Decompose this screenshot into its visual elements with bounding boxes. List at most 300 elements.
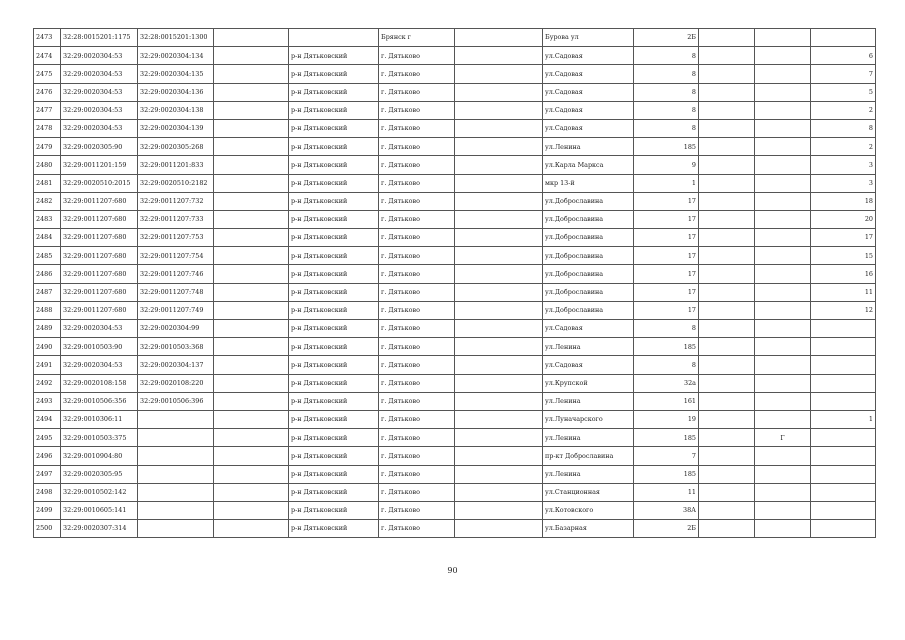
cell-area <box>455 156 543 174</box>
cell-structure <box>755 138 811 156</box>
cell-building <box>699 265 755 283</box>
cell-apartment: 5 <box>811 83 876 101</box>
cell-house-number: 8 <box>634 65 699 83</box>
cell-region <box>214 156 289 174</box>
cell-area <box>455 429 543 447</box>
cell-building <box>699 301 755 319</box>
cell-building <box>699 283 755 301</box>
cell-structure <box>755 29 811 47</box>
cell-parcel-number: 32:29:0010503:90 <box>61 338 138 356</box>
cell-apartment: 20 <box>811 210 876 228</box>
cell-object-number <box>138 520 214 538</box>
cell-district: р-н Дятьковский <box>289 83 379 101</box>
cell-row-number: 2474 <box>34 47 61 65</box>
cell-locality: г. Дятьково <box>379 320 455 338</box>
cell-area <box>455 392 543 410</box>
cell-object-number <box>138 465 214 483</box>
cell-row-number: 2473 <box>34 29 61 47</box>
cell-apartment <box>811 447 876 465</box>
cell-parcel-number: 32:29:0020305:90 <box>61 138 138 156</box>
cell-area <box>455 119 543 137</box>
cell-house-number: 38А <box>634 501 699 519</box>
cell-street: ул.Садовая <box>543 320 634 338</box>
cell-locality: Брянск г <box>379 29 455 47</box>
cell-row-number: 2495 <box>34 429 61 447</box>
cell-area <box>455 320 543 338</box>
cell-structure <box>755 210 811 228</box>
cell-row-number: 2497 <box>34 465 61 483</box>
cell-row-number: 2484 <box>34 229 61 247</box>
cell-house-number: 11 <box>634 483 699 501</box>
table-row <box>34 483 876 501</box>
cell-area <box>455 101 543 119</box>
cell-area <box>455 192 543 210</box>
cell-parcel-number: 32:29:0010503:375 <box>61 429 138 447</box>
cell-region <box>214 410 289 428</box>
table-row <box>34 156 876 174</box>
cell-area <box>455 247 543 265</box>
cell-row-number: 2496 <box>34 447 61 465</box>
table-row <box>34 320 876 338</box>
cell-house-number: 17 <box>634 210 699 228</box>
cell-object-number <box>138 501 214 519</box>
cell-parcel-number: 32:29:0020304:53 <box>61 356 138 374</box>
cell-building <box>699 210 755 228</box>
cell-locality: г. Дятьково <box>379 283 455 301</box>
table-row <box>34 119 876 137</box>
cell-object-number: 32:29:0011207:753 <box>138 229 214 247</box>
cell-object-number <box>138 483 214 501</box>
cell-object-number: 32:29:0020305:268 <box>138 138 214 156</box>
cell-building <box>699 138 755 156</box>
cell-apartment: 3 <box>811 174 876 192</box>
cell-apartment <box>811 29 876 47</box>
cell-street: ул.Доброславина <box>543 192 634 210</box>
cell-structure <box>755 465 811 483</box>
cell-structure <box>755 47 811 65</box>
cell-district: р-н Дятьковский <box>289 301 379 319</box>
cell-structure <box>755 192 811 210</box>
cell-street: ул.Садовая <box>543 101 634 119</box>
cell-street: ул.Крупской <box>543 374 634 392</box>
cell-object-number: 32:29:0011207:748 <box>138 283 214 301</box>
cell-district: р-н Дятьковский <box>289 392 379 410</box>
cell-house-number: 185 <box>634 338 699 356</box>
cell-building <box>699 501 755 519</box>
table-row <box>34 465 876 483</box>
table-row <box>34 501 876 519</box>
cell-area <box>455 520 543 538</box>
cell-row-number: 2494 <box>34 410 61 428</box>
table-row <box>34 410 876 428</box>
cell-street: Бурова ул <box>543 29 634 47</box>
cell-street: мкр 13-й <box>543 174 634 192</box>
cell-row-number: 2479 <box>34 138 61 156</box>
cell-apartment: 2 <box>811 138 876 156</box>
cell-object-number: 32:29:0020304:136 <box>138 83 214 101</box>
cell-parcel-number: 32:29:0010306:11 <box>61 410 138 428</box>
cell-apartment <box>811 501 876 519</box>
cell-street: ул.Доброславина <box>543 301 634 319</box>
cell-apartment: 11 <box>811 283 876 301</box>
cell-locality: г. Дятьково <box>379 465 455 483</box>
cell-street: ул.Доброславина <box>543 229 634 247</box>
cell-row-number: 2498 <box>34 483 61 501</box>
cell-area <box>455 301 543 319</box>
cell-locality: г. Дятьково <box>379 301 455 319</box>
cell-parcel-number: 32:29:0020108:158 <box>61 374 138 392</box>
cell-building <box>699 65 755 83</box>
cell-parcel-number: 32:29:0020304:53 <box>61 320 138 338</box>
cell-region <box>214 374 289 392</box>
cell-region <box>214 29 289 47</box>
cell-district: р-н Дятьковский <box>289 483 379 501</box>
cell-street: ул.Котовского <box>543 501 634 519</box>
cell-area <box>455 465 543 483</box>
cell-street: ул.Доброславина <box>543 210 634 228</box>
cell-house-number: 2Б <box>634 520 699 538</box>
cell-parcel-number: 32:29:0011207:680 <box>61 210 138 228</box>
cell-region <box>214 210 289 228</box>
cell-street: ул.Карла Маркса <box>543 156 634 174</box>
cell-house-number: 8 <box>634 101 699 119</box>
cell-building <box>699 483 755 501</box>
cell-street: ул.Станционная <box>543 483 634 501</box>
cell-row-number: 2478 <box>34 119 61 137</box>
cell-apartment: 18 <box>811 192 876 210</box>
cell-apartment <box>811 374 876 392</box>
cell-district: р-н Дятьковский <box>289 174 379 192</box>
cell-building <box>699 47 755 65</box>
cell-row-number: 2493 <box>34 392 61 410</box>
cell-district: р-н Дятьковский <box>289 465 379 483</box>
cell-row-number: 2488 <box>34 301 61 319</box>
cell-building <box>699 247 755 265</box>
cell-structure <box>755 320 811 338</box>
cell-region <box>214 47 289 65</box>
cell-house-number: 19 <box>634 410 699 428</box>
cell-locality: г. Дятьково <box>379 429 455 447</box>
cell-region <box>214 356 289 374</box>
cell-street: ул.Доброславина <box>543 265 634 283</box>
cell-structure <box>755 356 811 374</box>
cell-district: р-н Дятьковский <box>289 65 379 83</box>
cell-locality: г. Дятьково <box>379 374 455 392</box>
table-row <box>34 192 876 210</box>
cell-locality: г. Дятьково <box>379 192 455 210</box>
cell-area <box>455 29 543 47</box>
cell-object-number: 32:29:0020510:2182 <box>138 174 214 192</box>
cell-locality: г. Дятьково <box>379 247 455 265</box>
cell-district: р-н Дятьковский <box>289 156 379 174</box>
cell-row-number: 2490 <box>34 338 61 356</box>
cell-region <box>214 229 289 247</box>
table-row <box>34 374 876 392</box>
cell-object-number: 32:29:0020304:137 <box>138 356 214 374</box>
cell-locality: г. Дятьково <box>379 447 455 465</box>
table-row <box>34 429 876 447</box>
cell-apartment: 16 <box>811 265 876 283</box>
cell-district: р-н Дятьковский <box>289 283 379 301</box>
cell-building <box>699 520 755 538</box>
cell-street: ул.Ленина <box>543 392 634 410</box>
cell-street: ул.Садовая <box>543 83 634 101</box>
cell-apartment: 2 <box>811 101 876 119</box>
cell-area <box>455 138 543 156</box>
cell-object-number <box>138 410 214 428</box>
cell-region <box>214 301 289 319</box>
cell-region <box>214 501 289 519</box>
cell-district: р-н Дятьковский <box>289 101 379 119</box>
cell-structure <box>755 156 811 174</box>
cell-street: пр-кт Доброславина <box>543 447 634 465</box>
cell-region <box>214 283 289 301</box>
cell-region <box>214 65 289 83</box>
table-row <box>34 283 876 301</box>
cell-locality: г. Дятьково <box>379 338 455 356</box>
cell-district: р-н Дятьковский <box>289 47 379 65</box>
table-row <box>34 265 876 283</box>
cell-structure <box>755 174 811 192</box>
cell-parcel-number: 32:29:0011207:680 <box>61 247 138 265</box>
cell-locality: г. Дятьково <box>379 483 455 501</box>
cell-street: ул.Садовая <box>543 65 634 83</box>
cell-locality: г. Дятьково <box>379 210 455 228</box>
cell-structure <box>755 483 811 501</box>
cell-apartment: 8 <box>811 119 876 137</box>
cell-locality: г. Дятьково <box>379 83 455 101</box>
cell-structure <box>755 229 811 247</box>
cell-parcel-number: 32:29:0011207:680 <box>61 229 138 247</box>
cell-district: р-н Дятьковский <box>289 356 379 374</box>
cell-parcel-number: 32:29:0020304:53 <box>61 119 138 137</box>
cell-street: ул.Садовая <box>543 119 634 137</box>
cell-street: ул.Доброславина <box>543 247 634 265</box>
cell-house-number: 17 <box>634 192 699 210</box>
cell-building <box>699 174 755 192</box>
table-row <box>34 356 876 374</box>
cell-house-number: 8 <box>634 356 699 374</box>
cell-locality: г. Дятьково <box>379 101 455 119</box>
table-row <box>34 83 876 101</box>
cell-row-number: 2485 <box>34 247 61 265</box>
cell-area <box>455 229 543 247</box>
cell-row-number: 2476 <box>34 83 61 101</box>
cell-building <box>699 447 755 465</box>
cell-building <box>699 392 755 410</box>
cell-district: р-н Дятьковский <box>289 247 379 265</box>
cell-object-number <box>138 429 214 447</box>
cell-locality: г. Дятьково <box>379 156 455 174</box>
table-row <box>34 447 876 465</box>
cell-apartment: 15 <box>811 247 876 265</box>
cell-structure <box>755 301 811 319</box>
cell-area <box>455 501 543 519</box>
cell-object-number: 32:29:0011207:754 <box>138 247 214 265</box>
cell-parcel-number: 32:29:0020304:53 <box>61 65 138 83</box>
cell-object-number: 32:29:0020108:220 <box>138 374 214 392</box>
cell-apartment: 17 <box>811 229 876 247</box>
cell-region <box>214 429 289 447</box>
cell-building <box>699 320 755 338</box>
cell-parcel-number: 32:29:0020304:53 <box>61 83 138 101</box>
cell-area <box>455 483 543 501</box>
cell-row-number: 2499 <box>34 501 61 519</box>
cell-row-number: 2492 <box>34 374 61 392</box>
cell-area <box>455 283 543 301</box>
table-row <box>34 338 876 356</box>
cell-structure <box>755 247 811 265</box>
cell-district: р-н Дятьковский <box>289 119 379 137</box>
cell-house-number: 7 <box>634 447 699 465</box>
cell-district: р-н Дятьковский <box>289 410 379 428</box>
cell-region <box>214 101 289 119</box>
cell-locality: г. Дятьково <box>379 47 455 65</box>
cell-object-number: 32:29:0011207:732 <box>138 192 214 210</box>
cell-house-number: 2Б <box>634 29 699 47</box>
table-row <box>34 392 876 410</box>
cell-parcel-number: 32:29:0011207:680 <box>61 283 138 301</box>
cell-house-number: 17 <box>634 265 699 283</box>
cell-object-number: 32:29:0011207:733 <box>138 210 214 228</box>
cell-house-number: 8 <box>634 83 699 101</box>
cell-locality: г. Дятьково <box>379 410 455 428</box>
cell-region <box>214 465 289 483</box>
cell-building <box>699 83 755 101</box>
cell-region <box>214 192 289 210</box>
cell-apartment <box>811 356 876 374</box>
cell-area <box>455 338 543 356</box>
cell-row-number: 2483 <box>34 210 61 228</box>
cell-region <box>214 392 289 410</box>
cell-structure <box>755 447 811 465</box>
cell-apartment: 7 <box>811 65 876 83</box>
table-row <box>34 210 876 228</box>
cell-parcel-number: 32:29:0020304:53 <box>61 47 138 65</box>
cell-building <box>699 192 755 210</box>
cell-building <box>699 356 755 374</box>
table-row <box>34 101 876 119</box>
cell-district: р-н Дятьковский <box>289 229 379 247</box>
cell-region <box>214 520 289 538</box>
cell-area <box>455 374 543 392</box>
cell-object-number: 32:28:0015201:1300 <box>138 29 214 47</box>
cell-structure <box>755 501 811 519</box>
cell-building <box>699 119 755 137</box>
cell-street: ул.Ленина <box>543 338 634 356</box>
cell-locality: г. Дятьково <box>379 65 455 83</box>
cell-street: ул.Базарная <box>543 520 634 538</box>
cell-house-number: 9 <box>634 156 699 174</box>
cell-row-number: 2481 <box>34 174 61 192</box>
table-row <box>34 229 876 247</box>
table-row <box>34 520 876 538</box>
cell-structure <box>755 374 811 392</box>
cell-region <box>214 447 289 465</box>
cell-apartment: 1 <box>811 410 876 428</box>
cell-area <box>455 447 543 465</box>
cell-district: р-н Дятьковский <box>289 192 379 210</box>
cell-locality: г. Дятьково <box>379 119 455 137</box>
cell-house-number: 17 <box>634 301 699 319</box>
cell-area <box>455 174 543 192</box>
cell-row-number: 2480 <box>34 156 61 174</box>
cell-street: ул.Луначарского <box>543 410 634 428</box>
cell-district: р-н Дятьковский <box>289 338 379 356</box>
table-row <box>34 47 876 65</box>
cell-apartment <box>811 338 876 356</box>
cell-object-number: 32:29:0020304:135 <box>138 65 214 83</box>
cell-building <box>699 465 755 483</box>
cell-parcel-number: 32:29:0011207:680 <box>61 192 138 210</box>
cell-house-number: 185 <box>634 429 699 447</box>
cell-locality: г. Дятьково <box>379 392 455 410</box>
table-row <box>34 138 876 156</box>
cell-parcel-number: 32:29:0011207:680 <box>61 265 138 283</box>
cell-house-number: 32а <box>634 374 699 392</box>
cell-structure <box>755 283 811 301</box>
cell-street: ул.Доброславина <box>543 283 634 301</box>
cell-structure <box>755 338 811 356</box>
cell-structure <box>755 520 811 538</box>
cell-building <box>699 374 755 392</box>
cell-locality: г. Дятьково <box>379 174 455 192</box>
page-number: 90 <box>447 566 458 575</box>
cell-street: ул.Ленина <box>543 465 634 483</box>
table-row <box>34 301 876 319</box>
table-row <box>34 247 876 265</box>
cell-parcel-number: 32:29:0020304:53 <box>61 101 138 119</box>
table-row <box>34 174 876 192</box>
cell-parcel-number: 32:29:0020307:314 <box>61 520 138 538</box>
cell-building <box>699 229 755 247</box>
cell-street: ул.Ленина <box>543 429 634 447</box>
cell-district: р-н Дятьковский <box>289 265 379 283</box>
cell-district: р-н Дятьковский <box>289 520 379 538</box>
cell-district: р-н Дятьковский <box>289 320 379 338</box>
cell-row-number: 2491 <box>34 356 61 374</box>
cell-object-number: 32:29:0011207:749 <box>138 301 214 319</box>
cell-house-number: 17 <box>634 247 699 265</box>
cell-district: р-н Дятьковский <box>289 429 379 447</box>
cell-parcel-number: 32:29:0011207:680 <box>61 301 138 319</box>
cell-house-number: 185 <box>634 138 699 156</box>
cell-apartment <box>811 429 876 447</box>
cell-parcel-number: 32:29:0010605:141 <box>61 501 138 519</box>
cell-district: р-н Дятьковский <box>289 210 379 228</box>
cell-building <box>699 410 755 428</box>
cell-street: ул.Садовая <box>543 356 634 374</box>
cell-area <box>455 65 543 83</box>
cell-object-number: 32:29:0011201:833 <box>138 156 214 174</box>
cell-apartment: 12 <box>811 301 876 319</box>
cell-structure <box>755 119 811 137</box>
cell-area <box>455 410 543 428</box>
cell-row-number: 2477 <box>34 101 61 119</box>
cell-apartment: 6 <box>811 47 876 65</box>
table-row <box>34 29 876 47</box>
cell-row-number: 2489 <box>34 320 61 338</box>
cell-parcel-number: 32:29:0010904:80 <box>61 447 138 465</box>
cell-region <box>214 119 289 137</box>
cell-locality: г. Дятьково <box>379 501 455 519</box>
cell-building <box>699 429 755 447</box>
cell-locality: г. Дятьково <box>379 138 455 156</box>
cell-object-number: 32:29:0020304:99 <box>138 320 214 338</box>
cell-region <box>214 265 289 283</box>
cell-object-number: 32:29:0020304:138 <box>138 101 214 119</box>
cell-parcel-number: 32:29:0020510:2015 <box>61 174 138 192</box>
